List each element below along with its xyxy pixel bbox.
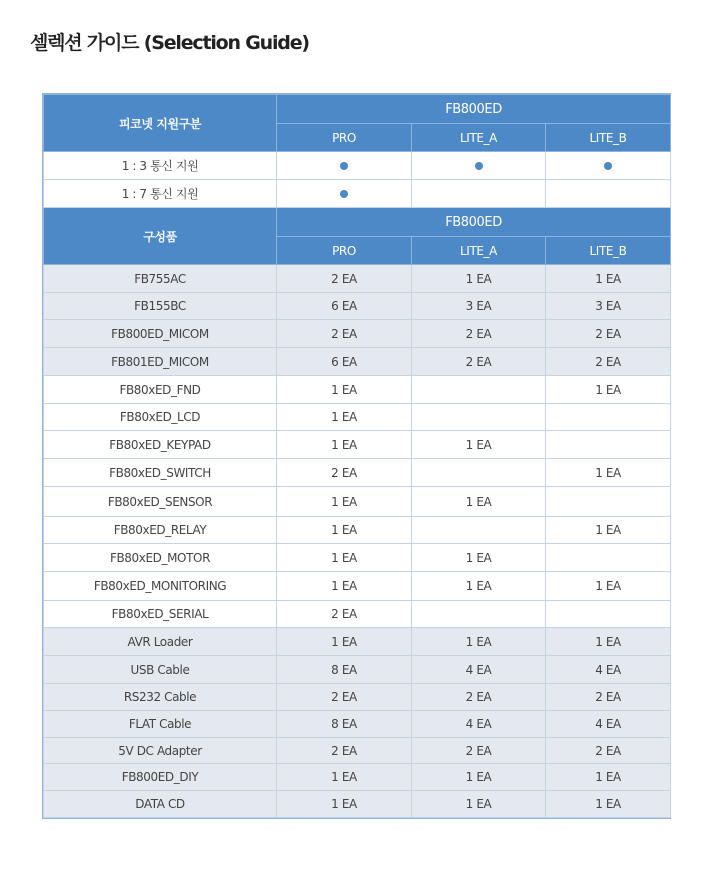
component-qty-lite-b: 2 EA [546,684,671,711]
component-row [44,601,671,628]
component-qty-lite-b [546,431,671,459]
component-qty-pro: 1 EA [277,517,412,544]
component-row [44,656,671,684]
component-name: FB80xED_KEYPAD [44,431,277,459]
component-qty-lite-a [412,376,546,404]
component-qty-pro: 1 EA [277,628,412,656]
components-col-lite-a: LITE_A [412,237,546,265]
component-qty-lite-b: 1 EA [546,572,671,601]
support-cell-lite-b [546,180,671,208]
component-qty-pro: 1 EA [277,431,412,459]
component-qty-lite-a: 1 EA [412,572,546,601]
component-qty-lite-b: 2 EA [546,348,671,376]
component-qty-lite-a [412,459,546,487]
component-qty-pro: 2 EA [277,601,412,628]
component-qty-pro: 2 EA [277,684,412,711]
components-header-row [44,208,671,237]
supported-dot-icon [604,162,612,170]
component-name: RS232 Cable [44,684,277,711]
component-name: AVR Loader [44,628,277,656]
component-qty-lite-b [546,601,671,628]
component-qty-pro: 1 EA [277,572,412,601]
component-row [44,487,671,517]
supported-dot-icon [340,190,348,198]
page-title: 셀렉션 가이드 (Selection Guide) [30,32,309,54]
component-qty-lite-a: 1 EA [412,265,546,293]
support-col-lite-a: LITE_A [412,124,546,152]
support-cell-pro [277,152,412,180]
component-name: 5V DC Adapter [44,738,277,764]
support-row-label: 1 : 3 통신 지원 [44,152,277,180]
component-qty-lite-a: 2 EA [412,684,546,711]
component-row [44,293,671,320]
component-qty-pro: 1 EA [277,544,412,572]
component-qty-lite-a: 1 EA [412,628,546,656]
components-col-lite-b: LITE_B [546,237,671,265]
component-qty-lite-a: 1 EA [412,487,546,517]
component-row [44,544,671,572]
component-qty-lite-b: 1 EA [546,459,671,487]
component-qty-lite-a [412,601,546,628]
component-name: FB80xED_FND [44,376,277,404]
component-qty-lite-b: 2 EA [546,738,671,764]
component-qty-lite-b: 3 EA [546,293,671,320]
component-name: FB800ED_MICOM [44,320,277,348]
support-col-lite-b: LITE_B [546,124,671,152]
component-row [44,404,671,431]
component-qty-pro: 6 EA [277,293,412,320]
support-row-header: 피코넷 지원구분 [44,95,277,152]
component-qty-lite-a [412,404,546,431]
component-row [44,459,671,487]
component-name: FB155BC [44,293,277,320]
support-row [44,180,671,208]
component-qty-lite-b [546,404,671,431]
support-cell-lite-b [546,152,671,180]
component-name: FB80xED_LCD [44,404,277,431]
component-qty-lite-a: 1 EA [412,431,546,459]
component-qty-pro: 8 EA [277,656,412,684]
component-qty-lite-a: 2 EA [412,348,546,376]
component-name: FB80xED_RELAY [44,517,277,544]
component-name: FB801ED_MICOM [44,348,277,376]
component-qty-lite-b: 4 EA [546,711,671,738]
support-row-label: 1 : 7 통신 지원 [44,180,277,208]
component-name: USB Cable [44,656,277,684]
component-qty-lite-a: 3 EA [412,293,546,320]
component-name: FB80xED_MONITORING [44,572,277,601]
component-qty-lite-b: 1 EA [546,764,671,791]
component-qty-lite-b: 1 EA [546,628,671,656]
component-row [44,711,671,738]
component-row [44,431,671,459]
components-row-header: 구성품 [44,208,277,265]
component-qty-lite-b: 1 EA [546,791,671,818]
component-qty-pro: 2 EA [277,459,412,487]
component-name: FB80xED_MOTOR [44,544,277,572]
component-qty-lite-a: 1 EA [412,764,546,791]
component-name: FB80xED_SENSOR [44,487,277,517]
support-cell-lite-a [412,180,546,208]
component-qty-pro: 2 EA [277,738,412,764]
component-qty-lite-a: 2 EA [412,320,546,348]
supported-dot-icon [340,162,348,170]
component-qty-pro: 1 EA [277,404,412,431]
component-qty-pro: 2 EA [277,320,412,348]
support-header-row [44,95,671,124]
component-row [44,320,671,348]
component-qty-pro: 2 EA [277,265,412,293]
component-qty-pro: 1 EA [277,487,412,517]
component-name: FB800ED_DIY [44,764,277,791]
component-qty-lite-b: 1 EA [546,517,671,544]
component-qty-pro: 8 EA [277,711,412,738]
component-qty-lite-a [412,517,546,544]
component-qty-lite-a: 4 EA [412,711,546,738]
component-row [44,684,671,711]
support-cell-pro [277,180,412,208]
component-row [44,517,671,544]
component-qty-lite-b [546,544,671,572]
component-name: FB755AC [44,265,277,293]
component-qty-lite-a: 4 EA [412,656,546,684]
component-qty-lite-b [546,487,671,517]
component-qty-pro: 6 EA [277,348,412,376]
component-row [44,628,671,656]
support-row [44,152,671,180]
component-qty-lite-b: 1 EA [546,265,671,293]
table-body [44,95,671,818]
component-qty-lite-a: 1 EA [412,544,546,572]
component-row [44,376,671,404]
component-qty-lite-b: 1 EA [546,376,671,404]
supported-dot-icon [475,162,483,170]
component-qty-pro: 1 EA [277,376,412,404]
component-name: DATA CD [44,791,277,818]
selection-guide-table [42,93,671,819]
component-name: FLAT Cable [44,711,277,738]
component-row [44,572,671,601]
component-row [44,348,671,376]
component-row [44,738,671,764]
support-cell-lite-a [412,152,546,180]
support-col-pro: PRO [277,124,412,152]
component-row [44,764,671,791]
component-name: FB80xED_SWITCH [44,459,277,487]
comparison-table [43,94,671,818]
component-row [44,265,671,293]
component-qty-lite-b: 2 EA [546,320,671,348]
component-qty-pro: 1 EA [277,764,412,791]
component-name: FB80xED_SERIAL [44,601,277,628]
component-row [44,791,671,818]
components-group-header: FB800ED [277,208,671,237]
support-group-header: FB800ED [277,95,671,124]
component-qty-lite-a: 1 EA [412,791,546,818]
components-col-pro: PRO [277,237,412,265]
component-qty-lite-a: 2 EA [412,738,546,764]
component-qty-lite-b: 4 EA [546,656,671,684]
component-qty-pro: 1 EA [277,791,412,818]
